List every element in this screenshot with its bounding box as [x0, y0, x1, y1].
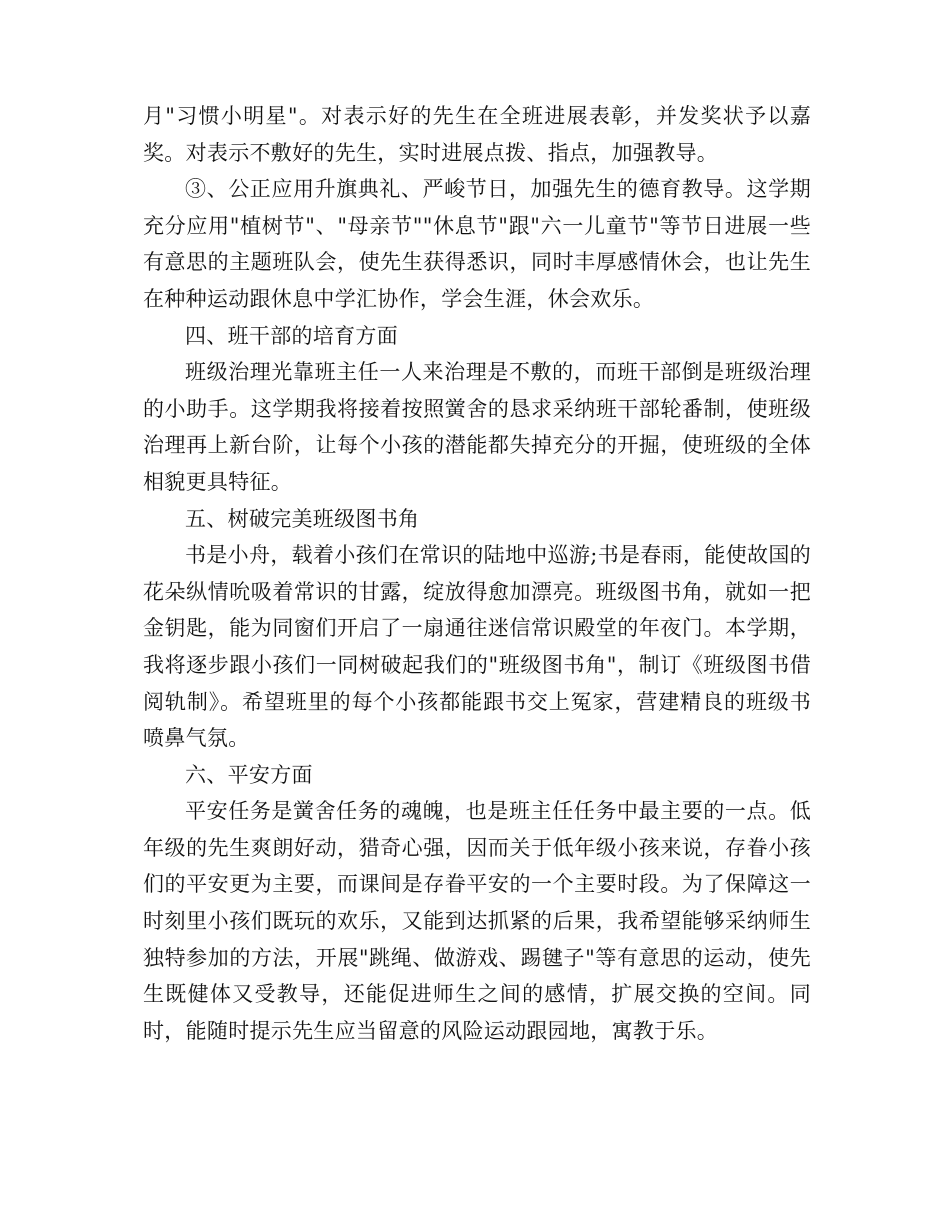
document-body [143, 98, 811, 1049]
paragraph-continued: 月"习惯小明星"。对表示好的先生在全班进展表彰，并发奖状予以嘉奖。对表示不敷好的先生，实时进展点拨、指点，加强教导。 [143, 104, 811, 165]
section-heading-class-cadre: 四、班干部的培育方面 [185, 323, 398, 348]
paragraph-book-corner: 书是小舟，载着小孩们在常识的陆地中巡游;书是春雨，能使故国的花朵纵情吮吸着常识的甘露，绽放得愈加漂亮。班级图书角，就如一把金钥匙，能为同窗们开启了一扇通往迷信常识殿堂的年夜门。本学期，我将逐步跟小孩们一同树破起我们的"班级图书角"，制订《班级图书借阅轨制》。希望班里的每个小孩都能跟书交上冤家，营建精良的班级书喷鼻气氛。 [143, 543, 811, 751]
section-heading-book-corner: 五、树破完美班级图书角 [185, 506, 420, 531]
section-heading-safety: 六、平安方面 [185, 762, 313, 787]
paragraph-class-cadre: 班级治理光靠班主任一人来治理是不敷的，而班干部倒是班级治理的小助手。这学期我将接着按照黉舍的恳求采纳班干部轮番制，使班级治理再上新台阶，让每个小孩的潜能都失掉充分的开掘，使班级的全体相貌更具特征。 [143, 360, 811, 494]
paragraph-festival-education: ③、公正应用升旗典礼、严峻节日，加强先生的德育教导。这学期充分应用"植树节"、"母亲节""休息节"跟"六一儿童节"等节日进展一些有意思的主题班队会，使先生获得悉识，同时丰厚感情休会，也让先生在种种运动跟休息中学汇协作，学会生涯，休会欢乐。 [143, 177, 811, 311]
paragraph-safety: 平安任务是黉舍任务的魂魄，也是班主任任务中最主要的一点。低年级的先生爽朗好动，猎奇心强，因而关于低年级小孩来说，存眷小孩们的平安更为主要，而课间是存眷平安的一个主要时段。为了保障这一时刻里小孩们既玩的欢乐，又能到达抓紧的后果，我希望能够采纳师生独特参加的方法，开展"跳绳、做游戏、踢毽子"等有意思的运动，使先生既健体又受教导，还能促进师生之间的感情，扩展交换的空间。同时，能随时提示先生应当留意的风险运动跟园地，寓教于乐。 [143, 799, 811, 1043]
